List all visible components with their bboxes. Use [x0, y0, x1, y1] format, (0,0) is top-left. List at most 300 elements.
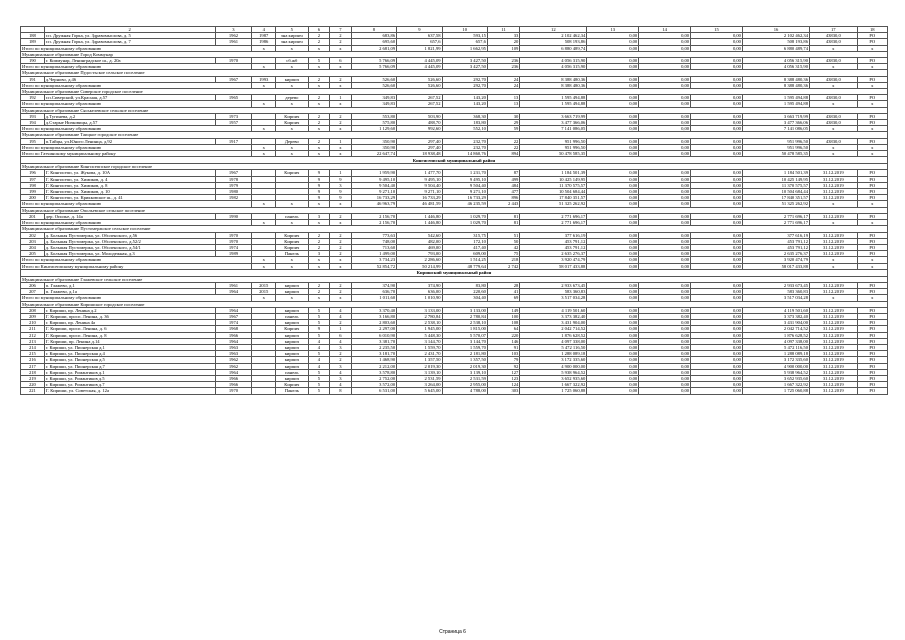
table-cell: 91: [487, 344, 519, 350]
total-cell: х: [330, 257, 352, 263]
table-cell: 0,00: [639, 369, 691, 375]
total-cell: 0,00: [691, 126, 743, 132]
total-cell: х: [276, 101, 308, 107]
total-cell: 1 129,60: [351, 126, 396, 132]
table-cell: 198: [21, 182, 45, 188]
table-cell: 2 955,00: [442, 382, 487, 388]
total-cell: 50 478 585,35: [742, 151, 809, 157]
table-cell: 1 876 628,52: [520, 332, 587, 338]
table-cell: сб.жб: [276, 58, 308, 64]
table-cell: 0,00: [691, 213, 743, 219]
table-cell: 51: [487, 232, 519, 238]
table-cell: 1966: [215, 375, 252, 381]
table-cell: 2 771 696,17: [742, 213, 809, 219]
table-cell: 16 733,29: [397, 195, 442, 201]
table-cell: 2 752,00: [351, 375, 396, 381]
total-cell: 4 056 315,90: [742, 64, 809, 70]
table-cell: 10 425 149,95: [520, 176, 587, 182]
table-cell: 2 933 673,45: [520, 282, 587, 288]
total-label: Итого по муниципальному образованию: [21, 126, 252, 132]
total-cell: 0,00: [639, 220, 691, 226]
table-cell: 2: [330, 289, 352, 295]
table-cell: 9: [308, 326, 330, 332]
table-cell: 2 635 276,37: [742, 251, 809, 257]
table-cell: 0,00: [587, 138, 639, 144]
table-cell: 22: [487, 138, 519, 144]
table-cell: 793,00: [397, 251, 442, 257]
table-cell: 0,00: [691, 138, 743, 144]
table-cell: 203: [21, 238, 45, 244]
total-cell: х: [330, 295, 352, 301]
table-cell: 43830,0: [810, 39, 858, 45]
address-cell: г. Кириши, ул. Романтиков д.1: [44, 369, 215, 375]
address-cell: г. Кириши, ул. Пионерская д.1: [44, 344, 215, 350]
table-cell: 1989: [215, 251, 252, 257]
table-row: [21, 388, 888, 394]
total-cell: 69: [487, 295, 519, 301]
total-cell: 14 860,76: [442, 151, 487, 157]
table-cell: 197: [21, 176, 45, 182]
column-number-cell: 3: [215, 27, 252, 33]
table-cell: 477: [487, 189, 519, 195]
table-cell: 0,00: [639, 189, 691, 195]
table-cell: 2: [330, 282, 352, 288]
table-cell: 0,00: [691, 363, 743, 369]
total-cell: 0,00: [587, 220, 639, 226]
table-cell: РО: [857, 338, 887, 344]
total-cell: 0,00: [639, 257, 691, 263]
table-cell: 1 477,70: [397, 170, 442, 176]
total-cell: 0,00: [691, 82, 743, 88]
table-cell: 0,00: [587, 289, 639, 295]
total-cell: х: [308, 201, 330, 207]
table-cell: 5: [308, 332, 330, 338]
table-cell: 593,15: [442, 33, 487, 39]
table-cell: 8: [330, 388, 352, 394]
table-cell: 526,60: [397, 76, 442, 82]
table-cell: 2: [308, 39, 330, 45]
total-cell: 4 056 315,90: [520, 64, 587, 70]
table-cell: 213: [21, 338, 45, 344]
municipality-heading: Муниципальное образование Сяськелевское сельское поселение: [21, 107, 888, 113]
total-cell: 2 156,70: [351, 220, 396, 226]
table-cell: кирпич: [276, 375, 308, 381]
table-cell: 0,00: [691, 33, 743, 39]
table-cell: 6: [330, 332, 352, 338]
table-cell: 217: [21, 363, 45, 369]
total-cell: 13: [487, 101, 519, 107]
total-cell: 3 517 034,28: [520, 295, 587, 301]
address-cell: г. Кириши, ул. Пионерская д.4: [44, 351, 215, 357]
total-cell: х: [810, 64, 858, 70]
table-cell: 2 431,70: [397, 351, 442, 357]
table-cell: 0,00: [587, 369, 639, 375]
table-cell: 2 181,80: [442, 351, 487, 357]
table-cell: 503,90: [397, 113, 442, 119]
table-cell: 3 370,40: [351, 307, 396, 313]
table-cell: 31.12.2019: [810, 307, 858, 313]
table-cell: 368,30: [442, 113, 487, 119]
table-cell: 0,00: [639, 95, 691, 101]
table-cell: 31.12.2019: [810, 369, 858, 375]
table-cell: 0,00: [639, 232, 691, 238]
table-cell: 31.12.2019: [810, 382, 858, 388]
table-cell: 3: [330, 375, 352, 381]
address-cell: г. Коммунар, Ленинградское ш., д. 20а: [44, 58, 215, 64]
total-cell: 0,00: [639, 64, 691, 70]
table-cell: 5: [308, 388, 330, 394]
table-cell: 0,00: [587, 313, 639, 319]
table-cell: 1962: [215, 357, 252, 363]
total-cell: х: [857, 144, 887, 150]
table-cell: 83,80: [442, 282, 487, 288]
table-cell: 1966: [215, 382, 252, 388]
table-cell: 0,00: [691, 182, 743, 188]
table-cell: 221: [21, 388, 45, 394]
table-cell: 3: [330, 182, 352, 188]
table-cell: 297,40: [397, 138, 442, 144]
table-cell: 1970: [215, 238, 252, 244]
table-cell: 1974: [215, 244, 252, 250]
table-cell: 4: [330, 313, 352, 319]
table-cell: 1967: [215, 170, 252, 176]
table-cell: 28: [487, 282, 519, 288]
total-cell: х: [330, 126, 352, 132]
total-cell: 50 214,99: [397, 263, 442, 269]
total-cell: 46 235,59: [442, 201, 487, 207]
total-cell: х: [810, 151, 858, 157]
table-cell: 3: [308, 251, 330, 257]
table-cell: 951 996,50: [520, 138, 587, 144]
total-cell: х: [810, 220, 858, 226]
table-cell: 201: [21, 213, 45, 219]
table-cell: 0,00: [587, 375, 639, 381]
table-cell: эна кирпич: [276, 39, 308, 45]
table-cell: 2 635 276,37: [520, 251, 587, 257]
table-cell: 5 938 964,52: [520, 369, 587, 375]
table-cell: 0,00: [691, 189, 743, 195]
total-cell: х: [810, 101, 858, 107]
total-cell: 3 517 034,28: [742, 295, 809, 301]
table-cell: 11 370 575,57: [742, 182, 809, 188]
address-cell: д. Большая Пустомержа, ул. Молодежная, д.3: [44, 251, 215, 257]
table-cell: 2: [308, 76, 330, 82]
table-cell: 1962: [215, 363, 252, 369]
table-cell: 0,00: [587, 344, 639, 350]
total-cell: х: [330, 263, 352, 269]
table-cell: 64: [487, 326, 519, 332]
table-cell: 3 477 366,06: [520, 120, 587, 126]
address-cell: Г. Кириши, пр. Ленина д.14: [44, 338, 215, 344]
table-cell: 1980: [215, 189, 252, 195]
total-cell: 8 388 480,36: [520, 82, 587, 88]
table-cell: 0,00: [639, 326, 691, 332]
total-cell: 232,70: [442, 144, 487, 150]
address-cell: Г. Кириши, просп. Ленина, д. 8: [44, 332, 215, 338]
total-cell: 0,00: [639, 144, 691, 150]
total-cell: 0,00: [587, 101, 639, 107]
table-cell: 0,00: [691, 120, 743, 126]
total-cell: х: [308, 220, 330, 226]
table-cell: 9: [330, 176, 352, 182]
total-cell: 0,00: [639, 126, 691, 132]
table-cell: 5 448,30: [397, 332, 442, 338]
table-cell: РО: [857, 320, 887, 326]
table-cell: 3 663 719,99: [520, 113, 587, 119]
municipality-heading: Муниципальное образование Кингисеппское городское поселение: [21, 164, 888, 170]
table-cell: 1 959,90: [351, 170, 396, 176]
table-cell: 1 184 501,39: [742, 170, 809, 176]
table-cell: 0,00: [587, 282, 639, 288]
total-cell: 1 010,90: [397, 295, 442, 301]
table-cell: 3: [330, 344, 352, 350]
table-cell: 0,00: [587, 338, 639, 344]
table-cell: 5: [308, 313, 330, 319]
table-cell: 31.12.2019: [810, 326, 858, 332]
column-number-cell: 17: [810, 27, 858, 33]
total-cell: 81: [487, 220, 519, 226]
table-cell: 508 193,86: [742, 39, 809, 45]
table-cell: 2 042 714,52: [520, 326, 587, 332]
table-cell: 0,00: [691, 382, 743, 388]
table-cell: 3 133,00: [397, 307, 442, 313]
table-cell: 1 595 494,88: [520, 95, 587, 101]
table-cell: 2 019,30: [442, 363, 487, 369]
table-cell: 5 472 116,50: [742, 344, 809, 350]
table-cell: 87: [487, 170, 519, 176]
table-cell: 31.12.2019: [810, 344, 858, 350]
table-cell: 123: [487, 375, 519, 381]
total-cell: 3 920 474,79: [742, 257, 809, 263]
total-cell: 526,60: [397, 82, 442, 88]
table-cell: 16 733,29: [442, 195, 487, 201]
total-cell: 1 821,99: [397, 45, 442, 51]
table-cell: 636,00: [397, 289, 442, 295]
municipality-heading: Муниципальное образование Пустомержское сельское поселение: [21, 226, 888, 232]
total-cell: 18 938,48: [397, 151, 442, 157]
total-cell: 552,10: [442, 126, 487, 132]
total-cell: 0,00: [691, 64, 743, 70]
table-cell: 191: [21, 76, 45, 82]
table-cell: 1986: [252, 39, 276, 45]
table-cell: Кирпич: [276, 113, 308, 119]
table-cell: 2: [330, 76, 352, 82]
table-cell: 553,80: [351, 113, 396, 119]
municipality-heading: Муниципальное образование Опольевское сельское поселение: [21, 207, 888, 213]
table-cell: 31.12.2019: [810, 251, 858, 257]
total-cell: х: [252, 144, 276, 150]
table-cell: 377 616,19: [742, 232, 809, 238]
table-cell: 31.12.2019: [810, 232, 858, 238]
table-cell: 2: [308, 238, 330, 244]
total-cell: х: [276, 257, 308, 263]
table-cell: 5: [308, 307, 330, 313]
table-cell: кирпич: [276, 332, 308, 338]
table-cell: 0,00: [639, 58, 691, 64]
table-cell: 183,80: [442, 120, 487, 126]
column-number-cell: 9: [397, 27, 442, 33]
table-cell: 3 133,00: [442, 307, 487, 313]
table-cell: 9 504,40: [397, 182, 442, 188]
total-cell: 50 478 585,35: [520, 151, 587, 157]
table-cell: Панель: [276, 388, 308, 394]
table-cell: 9: [330, 195, 352, 201]
table-cell: РО: [857, 344, 887, 350]
total-cell: х: [308, 295, 330, 301]
table-cell: 9 495,10: [397, 176, 442, 182]
table-cell: 0,00: [691, 251, 743, 257]
total-cell: 350,90: [351, 144, 396, 150]
total-cell: 0,00: [587, 82, 639, 88]
table-cell: 1967: [215, 76, 252, 82]
address-cell: Г. Кириши, ул. Советская, д. 12а: [44, 388, 215, 394]
total-cell: 1 595 494,88: [742, 101, 809, 107]
table-cell: 3 431 904,00: [742, 320, 809, 326]
table-cell: РО: [857, 195, 887, 201]
table-cell: 5 645,00: [397, 388, 442, 394]
table-cell: 2: [308, 289, 330, 295]
table-cell: 542,60: [397, 232, 442, 238]
table-cell: 9: [308, 195, 330, 201]
table-cell: кирпич: [276, 282, 308, 288]
table-cell: 1968: [215, 326, 252, 332]
table-cell: 1993: [252, 76, 276, 82]
total-cell: х: [857, 101, 887, 107]
table-cell: 2: [330, 320, 352, 326]
table-cell: 4: [308, 338, 330, 344]
table-cell: 488,70: [397, 120, 442, 126]
total-cell: 1 662,95: [442, 45, 487, 51]
table-cell: Кирпич: [276, 382, 308, 388]
table-cell: 189: [21, 39, 45, 45]
table-cell: 0,00: [691, 58, 743, 64]
table-cell: 2: [308, 33, 330, 39]
table-cell: 0,00: [639, 363, 691, 369]
total-cell: х: [810, 45, 858, 51]
total-cell: 1 514,25: [442, 257, 487, 263]
table-cell: 92: [487, 363, 519, 369]
address-cell: п.Тайцы, ул.Юного Ленинца, д.92: [44, 138, 215, 144]
table-cell: [252, 388, 276, 394]
total-cell: х: [252, 220, 276, 226]
table-cell: 42: [487, 244, 519, 250]
table-cell: 2: [330, 244, 352, 250]
total-cell: х: [857, 201, 887, 207]
table-cell: 1 288 089,18: [520, 351, 587, 357]
table-cell: РО: [857, 113, 887, 119]
total-cell: х: [330, 82, 352, 88]
total-cell: 0,00: [587, 126, 639, 132]
address-cell: п. Глажево, д.1а: [44, 289, 215, 295]
table-cell: 10 425 149,95: [742, 176, 809, 182]
table-cell: 31.12.2019: [810, 170, 858, 176]
table-cell: 9: [308, 182, 330, 188]
table-cell: 1964: [215, 289, 252, 295]
total-cell: 0,00: [691, 257, 743, 263]
total-cell: 51 325 262,92: [520, 201, 587, 207]
table-cell: 81: [487, 213, 519, 219]
table-cell: 4 445,09: [397, 58, 442, 64]
total-cell: х: [252, 263, 276, 269]
address-cell: г. Кириши, ул. Романтиков д.5: [44, 375, 215, 381]
table-cell: 0,00: [691, 351, 743, 357]
municipality-heading: Муниципальное образование Город Коммунар: [21, 51, 888, 57]
table-cell: 5 766,09: [351, 58, 396, 64]
address-cell: Г. Кингисепп, ул. Химиков, д. 4: [44, 176, 215, 182]
table-cell: 3 172 335,60: [742, 357, 809, 363]
table-cell: РО: [857, 289, 887, 295]
total-cell: х: [810, 126, 858, 132]
table-cell: 713,60: [351, 244, 396, 250]
table-cell: 5 570,07: [442, 332, 487, 338]
table-cell: РО: [857, 351, 887, 357]
table-cell: 0,00: [639, 138, 691, 144]
address-cell: Г. Кингисепп, ул. Жукова, д. 10А: [44, 170, 215, 176]
total-cell: 0,00: [587, 151, 639, 157]
municipality-heading: Муниципальное образование Пудостьское сельское поселение: [21, 70, 888, 76]
table-cell: 43830,0: [810, 33, 858, 39]
table-cell: 2 042 714,52: [742, 326, 809, 332]
table-cell: кирпич: [276, 344, 308, 350]
table-cell: 220: [487, 332, 519, 338]
total-cell: 58 017 433,88: [520, 263, 587, 269]
total-cell: 0,00: [639, 151, 691, 157]
total-cell: 6 880 489,74: [520, 45, 587, 51]
total-cell: х: [857, 220, 887, 226]
total-cell: х: [276, 295, 308, 301]
table-cell: 773,63: [351, 232, 396, 238]
table-cell: 2: [330, 213, 352, 219]
address-cell: д. Большая Пустомержа, ул. Оболенского, д.54/1: [44, 244, 215, 250]
total-cell: х: [330, 144, 352, 150]
table-cell: 1 231,70: [442, 170, 487, 176]
table-cell: 0,00: [587, 182, 639, 188]
total-cell: х: [810, 263, 858, 269]
table-cell: 31.12.2019: [810, 189, 858, 195]
table-cell: 9 271,10: [442, 189, 487, 195]
total-cell: 349,83: [351, 101, 396, 107]
table-cell: 3 652 935,60: [742, 375, 809, 381]
total-cell: х: [252, 126, 276, 132]
total-cell: 0,00: [587, 263, 639, 269]
total-cell: 1 446,80: [397, 220, 442, 226]
table-cell: 748,00: [351, 238, 396, 244]
table-cell: 1963: [215, 344, 252, 350]
address-cell: д.Старые Низковицы, д.57: [44, 120, 215, 126]
total-cell: 0,00: [691, 151, 743, 157]
table-cell: 3 373 382,40: [520, 313, 587, 319]
table-cell: 453 791,12: [742, 238, 809, 244]
total-cell: 8 388 480,36: [742, 82, 809, 88]
table-cell: 2 212,00: [351, 363, 396, 369]
total-cell: 59: [487, 126, 519, 132]
table-cell: 3 431 904,00: [520, 320, 587, 326]
table-cell: 1 559,70: [397, 344, 442, 350]
table-cell: 2: [330, 33, 352, 39]
table-cell: 2 771 696,17: [520, 213, 587, 219]
table-cell: 211: [21, 326, 45, 332]
table-cell: 349,83: [351, 95, 396, 101]
column-number-cell: 4: [252, 27, 276, 33]
total-cell: х: [308, 263, 330, 269]
total-cell: х: [252, 45, 276, 51]
table-cell: 31.12.2019: [810, 195, 858, 201]
table-cell: 0,00: [639, 357, 691, 363]
table-cell: Кирпич: [276, 244, 308, 250]
total-cell: 0,00: [691, 201, 743, 207]
table-cell: 0,00: [587, 213, 639, 219]
total-cell: х: [276, 64, 308, 70]
